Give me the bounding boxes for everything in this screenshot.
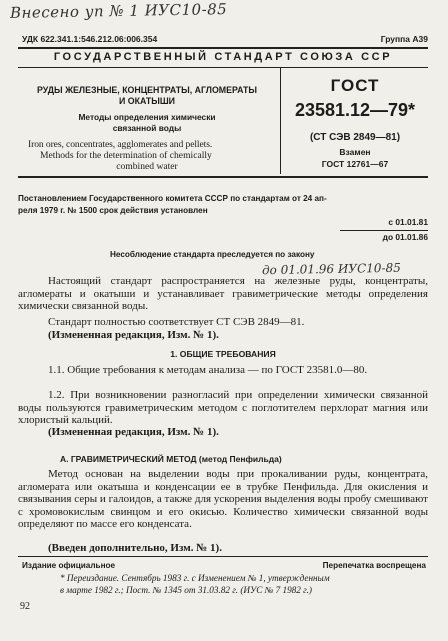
reprint-prohibited-label: Перепечатка воспрещена <box>322 561 426 570</box>
title-ru-line2: И ОКАТЫШИ <box>118 96 176 106</box>
title-vertical-divider <box>280 68 281 174</box>
standard-banner: ГОСУДАРСТВЕННЫЙ СТАНДАРТ СОЮЗА ССР <box>53 51 393 63</box>
section-1-edit-note: (Измененная редакция, Изм. № 1). <box>48 426 219 438</box>
clause-1-2: 1.2. При возникновении разногласий при определении химически связанной воды пользуются гравиметрическим методом с поглотителем перхлорат магния или хлористый кальций. <box>18 389 428 427</box>
st-sev-number: (СТ СЭВ 2849—81) <box>309 132 401 143</box>
intro-paragraph: Настоящий стандарт распространяется на железные руды, концентраты, агломераты и окатыши и устанавливает гравиметрические методы определения химически связанной воды. <box>18 275 428 313</box>
clause-1-1: 1.1. Общие требования к методам анализа — по ГОСТ 23581.0—80. <box>48 364 368 376</box>
divider-footer <box>18 556 428 557</box>
replaces-value: ГОСТ 12761—67 <box>321 159 389 169</box>
divider-top <box>18 47 428 49</box>
non-compliance-notice: Несоблюдение стандарта преследуется по закону <box>110 250 315 259</box>
intro-edit-note: (Измененная редакция, Изм. № 1). <box>48 329 219 341</box>
page-number: 92 <box>20 601 30 612</box>
divider-title <box>18 176 428 178</box>
udk-code: УДК 622.341.1:546.212.06:006.354 <box>22 34 158 44</box>
gost-number: 23581.12—79* <box>294 100 416 120</box>
handwritten-date-note: до 01.01.96 ИУС10-85 <box>261 260 401 278</box>
group-code: Группа А39 <box>380 34 428 44</box>
official-edition-label: Издание официальное <box>22 561 116 570</box>
subtitle-ru-line1: Методы определения химически <box>78 112 216 122</box>
handwritten-note-top: Внесено уп № 1 ИУС10-85 <box>9 0 228 22</box>
decree-line1: Постановлением Государственного комитета СССР по стандартам от 24 ап- <box>18 194 327 203</box>
section-a-edit-note: (Введен дополнительно, Изм. № 1). <box>48 542 222 554</box>
gost-label: ГОСТ <box>330 76 380 95</box>
replaces-label: Взамен <box>339 147 371 157</box>
intro-compliance: Стандарт полностью соответствует СТ СЭВ 2849—81. <box>48 316 305 328</box>
section-1-title: 1. ОБЩИЕ ТРЕБОВАНИЯ <box>170 349 276 359</box>
effective-date-from: с 01.01.81 <box>388 217 428 227</box>
divider-banner <box>18 67 428 68</box>
title-ru-line1: РУДЫ ЖЕЛЕЗНЫЕ, КОНЦЕНТРАТЫ, АГЛОМЕРАТЫ <box>37 85 257 95</box>
effective-date-to: до 01.01.86 <box>382 232 428 242</box>
decree-line2: реля 1979 г. № 1500 срок действия установлен <box>18 206 208 215</box>
title-en-line1: Iron ores, concentrates, agglomerates and pellets. <box>28 139 213 150</box>
footnote-line2: в марте 1982 г.; Пост. № 1345 от 31.03.82 г. (ИУС № 7 1982 г.) <box>60 585 312 595</box>
effective-date-underline <box>340 230 428 231</box>
method-a-paragraph: Метод основан на выделении воды при прокаливании руды, концентрата, агломерата или окатыша и конденсации ее в трубке Пенфильда. Для окисления и связывания серы и галоидов, а также для ускорения выделения воды пробу смешивают с хромовокислым свинцом и его окисью. Количество химически связанной воды определяют по массе его конденсата. <box>18 468 428 531</box>
title-en-line2: Methods for the determination of chemically <box>40 150 212 161</box>
subtitle-ru-line2: связанной воды <box>112 123 182 133</box>
title-en-line3: combined water <box>116 161 178 172</box>
footnote-line1: * Переиздание. Сентябрь 1983 г. с Изменением № 1, утвержденным <box>60 573 330 583</box>
section-a-title: А. ГРАВИМЕТРИЧЕСКИЙ МЕТОД (метод Пенфильда) <box>60 454 282 464</box>
